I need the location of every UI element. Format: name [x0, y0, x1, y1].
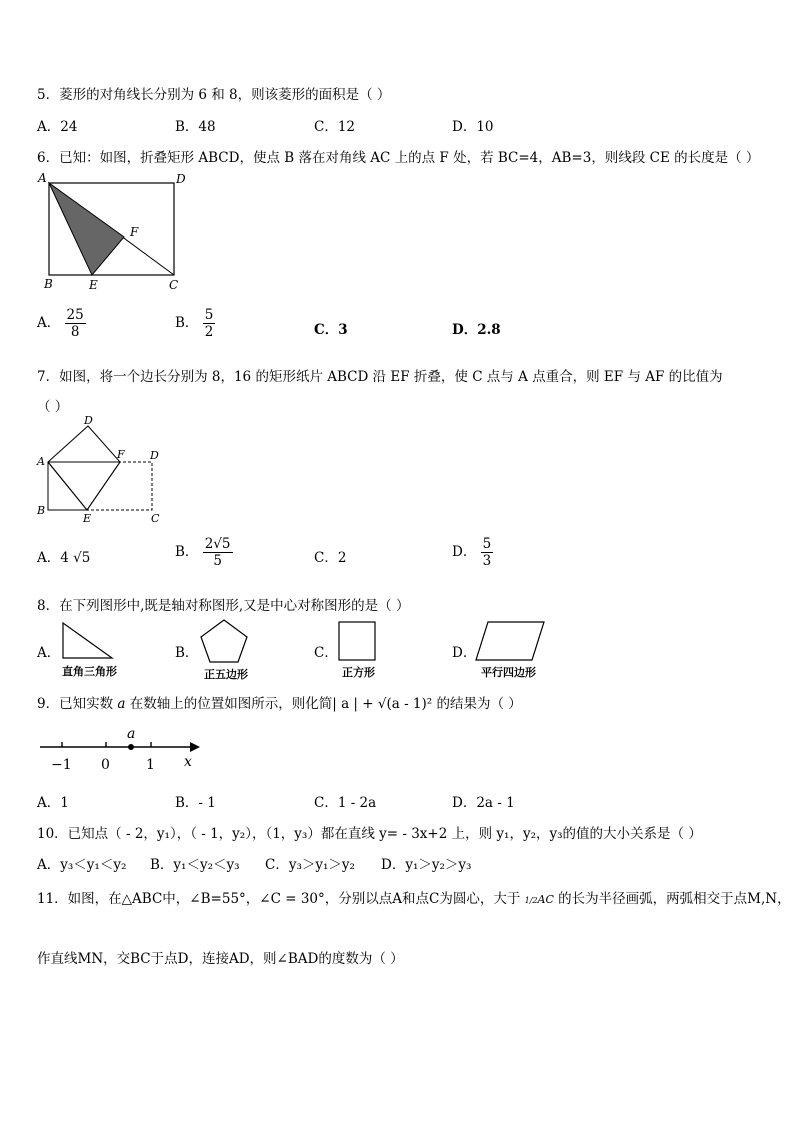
q6-label-b: B [44, 277, 53, 291]
q8-stem: 8．在下列图形中,既是轴对称图形,又是中心对称图形的是（ ） [37, 598, 410, 614]
q10-option-b[interactable]: B．y₁＜y₂＜y₃ [150, 857, 240, 873]
q6-option-a[interactable] [37, 307, 86, 340]
q8-caption-c: 正方形 [342, 666, 375, 679]
q11-stem-line1: 11．如图，在△ABC中，∠B=55°，∠C = 30°，分别以点A和点C为圆心，大于 1/2AC 的长为半径画弧，两弧相交于点M,N， [37, 891, 791, 907]
q6-option-b-letter: B． [175, 315, 199, 331]
q7-label-f: F [117, 448, 125, 461]
q10-stem: 10．已知点（ - 2，y₁），（ - 1，y₂），（1，y₃）都在直线 y= - 3x+2 上，则 y₁，y₂，y₃的值的大小关系是（ ） [37, 826, 702, 842]
q8-option-c-letter[interactable]: C． [314, 645, 338, 661]
svg-text:0: 0 [101, 757, 110, 773]
q8-pentagon-figure [198, 617, 250, 665]
svg-text:1: 1 [146, 757, 155, 773]
q5-option-b[interactable]: B．48 [175, 119, 216, 135]
q9-stem: 9．已知实数 a 在数轴上的位置如图所示，则化简| a | + √(a - 1)² 的结果为（ ） [37, 696, 522, 712]
q6-option-b[interactable] [175, 307, 215, 340]
q6-option-d[interactable]: D．2.8 [452, 322, 501, 338]
q11-half-ac: 1/2AC [524, 893, 554, 906]
q7-label-d: D [150, 449, 159, 462]
q6-label-a: A [38, 171, 47, 185]
q7-stem: 7．如图，将一个边长分别为 8，16 的矩形纸片 ABCD 沿 EF 折叠，使 C 点与 A 点重合，则 EF 与 AF 的比值为 [37, 369, 723, 385]
q7-option-d[interactable] [452, 536, 493, 569]
q7-paren: （ ） [37, 399, 69, 415]
q9-option-b[interactable]: B．- 1 [175, 795, 216, 811]
q5-option-a[interactable]: A．24 [37, 119, 78, 135]
q7-option-d-fraction: $\frac{5}{3}$ [482, 536, 492, 569]
q8-parallelogram-figure [474, 620, 546, 662]
q6-label-c: C [169, 278, 179, 292]
q8-option-b-letter[interactable]: B． [175, 645, 199, 661]
q8-caption-a: 直角三角形 [62, 665, 117, 678]
q5-stem: 5．菱形的对角线长分别为 6 和 8，则该菱形的面积是（ ） [37, 87, 391, 103]
q7-label-b: B [37, 504, 46, 517]
q9-option-d[interactable]: D．2a - 1 [452, 795, 515, 811]
svg-text:x: x [184, 754, 192, 770]
q6-option-b-fraction: $\frac{5}{2}$ [204, 307, 214, 340]
q6-label-f: F [130, 225, 139, 239]
q9-option-a[interactable]: A．1 [37, 795, 69, 811]
q6-stem: 6．已知：如图，折叠矩形 ABCD，使点 B 落在对角线 AC 上的点 F 处，若 BC=4，AB=3，则线段 CE 的长度是（ ） [37, 150, 760, 166]
q6-figure [32, 168, 202, 292]
q5-option-c[interactable]: C．12 [314, 119, 356, 135]
q7-option-b[interactable] [175, 536, 233, 569]
q9-option-c[interactable]: C．1 - 2a [314, 795, 377, 811]
q6-option-a-fraction: $\frac{25}{8}$ [66, 307, 84, 340]
q8-caption-b: 正五边形 [204, 668, 248, 681]
q8-right-triangle-figure [60, 620, 116, 662]
q7-option-b-fraction: $\frac{2√5}{5}$ [204, 536, 231, 569]
q10-option-c[interactable]: C．y₃＞y₁＞y₂ [265, 857, 355, 873]
q6-label-e: E [89, 278, 98, 292]
q9-number-line [36, 722, 216, 774]
q8-square-figure [337, 620, 379, 662]
q10-option-a[interactable]: A．y₃＜y₁＜y₂ [37, 857, 127, 873]
q5-option-d[interactable]: D．10 [452, 119, 494, 135]
q7-figure [32, 414, 172, 526]
q7-option-a[interactable]: A．4 √5 [37, 550, 91, 566]
q7-label-d-top: D [84, 414, 93, 427]
q8-caption-d: 平行四边形 [481, 666, 536, 679]
q7-option-b-letter: B． [175, 544, 199, 560]
q11-stem-line2: 作直线MN，交BC于点D，连接AD，则∠BAD的度数为（ ） [37, 951, 404, 967]
q7-option-d-letter: D． [452, 544, 477, 560]
q8-option-d-letter[interactable]: D． [452, 645, 477, 661]
q7-label-c: C [151, 512, 160, 525]
svg-text:a: a [127, 726, 136, 742]
q8-option-a-letter[interactable]: A． [37, 645, 61, 661]
q10-option-d[interactable]: D．y₁＞y₂＞y₃ [381, 857, 472, 873]
q6-label-d: D [176, 172, 186, 186]
q7-option-c[interactable]: C．2 [314, 550, 347, 566]
q7-label-e: E [83, 512, 92, 525]
q7-label-a: A [37, 455, 45, 468]
svg-text:−1: −1 [51, 757, 72, 773]
q6-option-a-letter: A． [37, 315, 61, 331]
q6-option-c[interactable]: C．3 [314, 322, 348, 338]
